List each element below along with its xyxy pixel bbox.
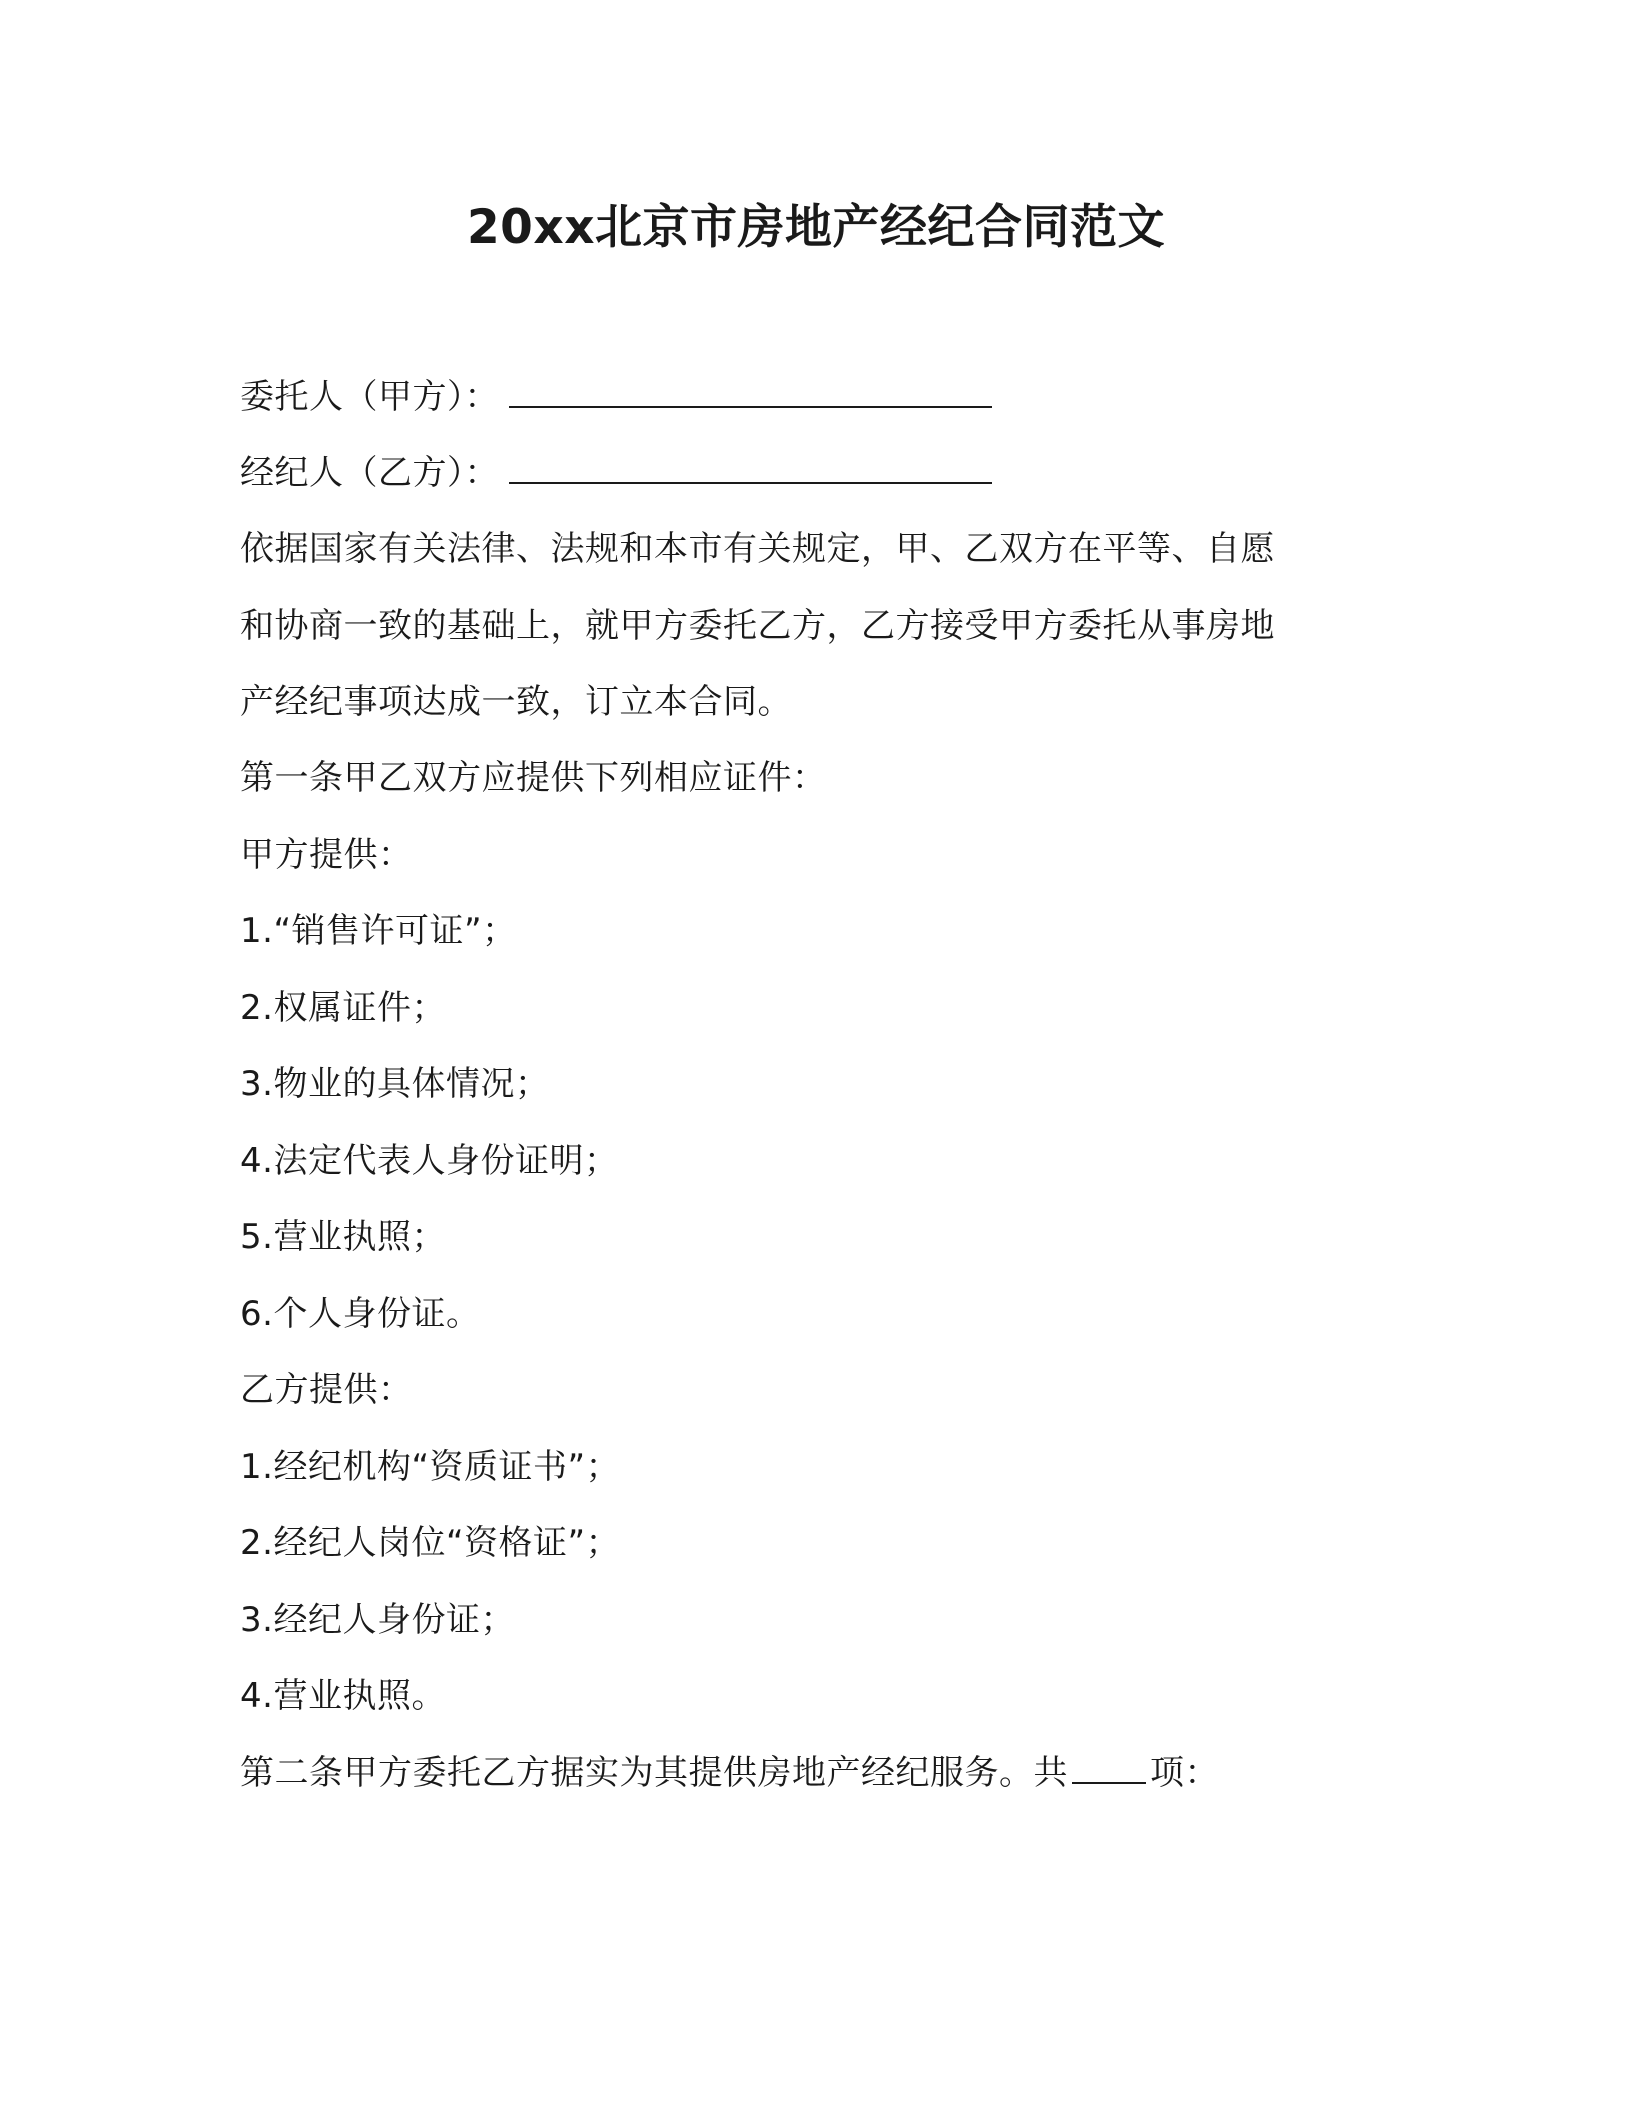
party-b-line [240,448,992,498]
party-b-label: 经纪人（乙方）： [240,453,499,493]
article-2-line [240,1748,1219,1798]
party-b-blank [509,448,992,484]
document-title: 20xx北京市房地产经纪合同范文 [466,200,1166,255]
intro-line: 和协商一致的基础上，就甲方委托乙方，乙方接受甲方委托从事房地 [240,606,1275,646]
party-b-list-item: 1.经纪机构“资质证书”； [240,1447,621,1487]
party-b-list-item: 3.经纪人身份证； [240,1600,515,1640]
party-a-list-item: 3.物业的具体情况； [240,1064,550,1104]
article-2-prefix: 第二条甲方委托乙方据实为其提供房地产经纪服务。共 [240,1753,1068,1793]
party-a-list-item: 5.营业执照； [240,1217,446,1257]
party-a-list-item: 6.个人身份证。 [240,1294,481,1334]
article-2-suffix: 项： [1150,1753,1219,1793]
party-a-label: 委托人（甲方）： [240,377,499,417]
party-a-provides-heading: 甲方提供： [240,835,413,875]
party-a-list-item: 2.权属证件； [240,988,446,1028]
article-1-heading: 第一条甲乙双方应提供下列相应证件： [240,758,827,798]
party-a-list-item: 1.“销售许可证”； [240,911,517,951]
party-b-list-item: 2.经纪人岗位“资格证”； [240,1523,621,1563]
intro-line: 依据国家有关法律、法规和本市有关规定，甲、乙双方在平等、自愿 [240,529,1275,569]
party-b-list-item: 4.营业执照。 [240,1676,446,1716]
party-a-list-item: 4.法定代表人身份证明； [240,1141,619,1181]
intro-line: 产经纪事项达成一致，订立本合同。 [240,682,792,722]
party-a-line [240,372,992,422]
party-b-provides-heading: 乙方提供： [240,1370,413,1410]
party-a-blank [509,372,992,408]
article-2-count-blank [1072,1748,1146,1784]
